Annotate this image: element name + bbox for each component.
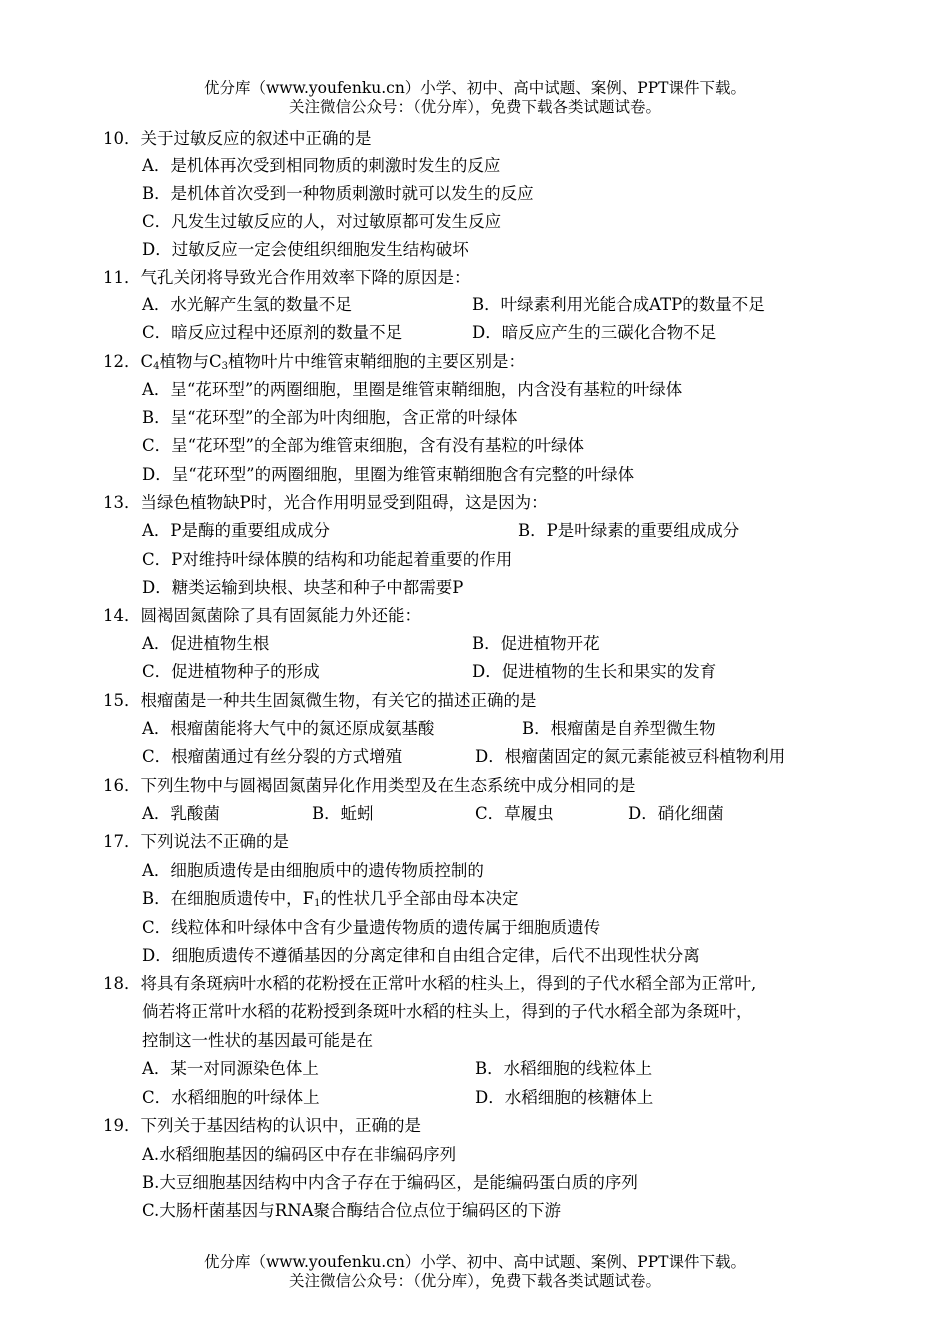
question-17-option-b: B．在细胞质遗传中，$F_1$的性状几乎全部由母本决定: [142, 889, 519, 909]
question-16-stem: 16．下列生物中与圆褐固氮菌异化作用类型及在生态系统中成分相同的是: [103, 776, 636, 795]
question-18-option-b: B．水稻细胞的线粒体上: [475, 1059, 653, 1078]
question-11-option-a: A．水光解产生氢的数量不足: [142, 295, 352, 314]
footer-line-2: 关注微信公众号：（优分库），免费下载各类试题试卷。: [288, 1272, 661, 1290]
question-17-stem: 17．下列说法不正确的是: [103, 832, 289, 851]
header-line-2: 关注微信公众号：（优分库），免费下载各类试题试卷。: [288, 98, 661, 116]
question-14-stem: 14．圆褐固氮菌除了具有固氮能力外还能：: [103, 606, 421, 625]
question-15-option-b: B．根瘤菌是自养型微生物: [522, 719, 716, 738]
question-12-option-b: B．呈“花环型”的全部为叶肉细胞，含正常的叶绿体: [142, 408, 518, 427]
question-10-stem: 10．关于过敏反应的叙述中正确的是: [103, 129, 372, 148]
question-12-option-d: D．呈“花环型”的两圈细胞，里圈为维管束鞘细胞含有完整的叶绿体: [142, 465, 635, 484]
question-14-option-a: A．促进植物生根: [142, 634, 270, 653]
question-16-option-c: C．草履虫: [475, 804, 554, 823]
header-line-1: 优分库（www.youfenku.cn）小学、初中、高中试题、案例、PPT课件下载。: [203, 79, 747, 97]
question-11-option-b: B．叶绿素利用光能合成ATP的数量不足: [472, 295, 765, 314]
question-15-option-a: A．根瘤菌能将大气中的氮还原成氨基酸: [142, 719, 435, 738]
question-15-option-c: C．根瘤菌通过有丝分裂的方式增殖: [142, 747, 403, 766]
question-18-stem-line-2: 倘若将正常叶水稻的花粉授到条斑叶水稻的柱头上，得到的子代水稻全部为条斑叶，: [142, 1002, 753, 1021]
question-19-option-a: A.水稻细胞基因的编码区中存在非编码序列: [142, 1145, 457, 1164]
question-12-option-c: C．呈“花环型”的全部为维管束细胞，含有没有基粒的叶绿体: [142, 436, 584, 455]
question-13-option-a: A．P是酶的重要组成成分: [142, 521, 331, 540]
question-13-option-b: B．P是叶绿素的重要组成成分: [518, 521, 740, 540]
question-17-option-c: C．线粒体和叶绿体中含有少量遗传物质的遗传属于细胞质遗传: [142, 918, 601, 937]
question-16-option-b: B．蚯蚓: [312, 804, 374, 823]
question-15-stem: 15．根瘤菌是一种共生固氮微生物，有关它的描述正确的是: [103, 691, 537, 710]
question-10-option-a: A．是机体再次受到相同物质的刺激时发生的反应: [142, 156, 501, 175]
question-13-option-c: C．P对维持叶绿体膜的结构和功能起着重要的作用: [142, 550, 513, 569]
question-18-option-c: C．水稻细胞的叶绿体上: [142, 1088, 320, 1107]
question-11-stem: 11．气孔关闭将导致光合作用效率下降的原因是：: [103, 268, 471, 287]
question-19-stem: 19．下列关于基因结构的认识中，正确的是: [103, 1116, 421, 1135]
question-14-option-c: C．促进植物种子的形成: [142, 662, 320, 681]
question-11-option-d: D．暗反应产生的三碳化合物不足: [472, 323, 717, 342]
footer-line-1: 优分库（www.youfenku.cn）小学、初中、高中试题、案例、PPT课件下载。: [203, 1253, 747, 1271]
question-16-option-a: A．乳酸菌: [142, 804, 220, 823]
question-16-option-d: D．硝化细菌: [628, 804, 724, 823]
question-13-option-d: D．糖类运输到块根、块茎和种子中都需要P: [142, 578, 464, 597]
question-15-option-d: D．根瘤菌固定的氮元素能被豆科植物利用: [475, 747, 786, 766]
question-17-option-a: A．细胞质遗传是由细胞质中的遗传物质控制的: [142, 861, 484, 880]
question-19-option-b: B.大豆细胞基因结构中内含子存在于编码区，是能编码蛋白质的序列: [142, 1173, 638, 1192]
question-10-option-b: B．是机体首次受到一种物质刺激时就可以发生的反应: [142, 184, 534, 203]
question-12-option-a: A．呈“花环型”的两圈细胞，里圈是维管束鞘细胞，内含没有基粒的叶绿体: [142, 380, 683, 399]
question-18-stem-line-3: 控制这一性状的基因最可能是在: [142, 1031, 373, 1050]
question-14-option-b: B．促进植物开花: [472, 634, 600, 653]
question-11-option-c: C．暗反应过程中还原剂的数量不足: [142, 323, 403, 342]
question-18-option-d: D．水稻细胞的核糖体上: [475, 1088, 654, 1107]
question-13-stem: 13．当绿色植物缺P时，光合作用明显受到阻碍，这是因为：: [103, 493, 548, 512]
question-17-option-d: D．细胞质遗传不遵循基因的分离定律和自由组合定律，后代不出现性状分离: [142, 946, 700, 965]
question-18-stem-line-1: 18．将具有条斑病叶水稻的花粉授在正常叶水稻的柱头上，得到的子代水稻全部为正常叶,: [103, 974, 757, 993]
question-14-option-d: D．促进植物的生长和果实的发育: [472, 662, 717, 681]
question-10-option-c: C．凡发生过敏反应的人，对过敏原都可发生反应: [142, 212, 502, 231]
question-10-option-d: D．过敏反应一定会使组织细胞发生结构破坏: [142, 240, 469, 259]
question-12-stem: 12．$C_4$植物与$C_3$植物叶片中维管束鞘细胞的主要区别是：: [103, 352, 525, 372]
question-18-option-a: A．某一对同源染色体上: [142, 1059, 319, 1078]
question-19-option-c: C.大肠杆菌基因与RNA聚合酶结合位点位于编码区的下游: [142, 1201, 562, 1220]
